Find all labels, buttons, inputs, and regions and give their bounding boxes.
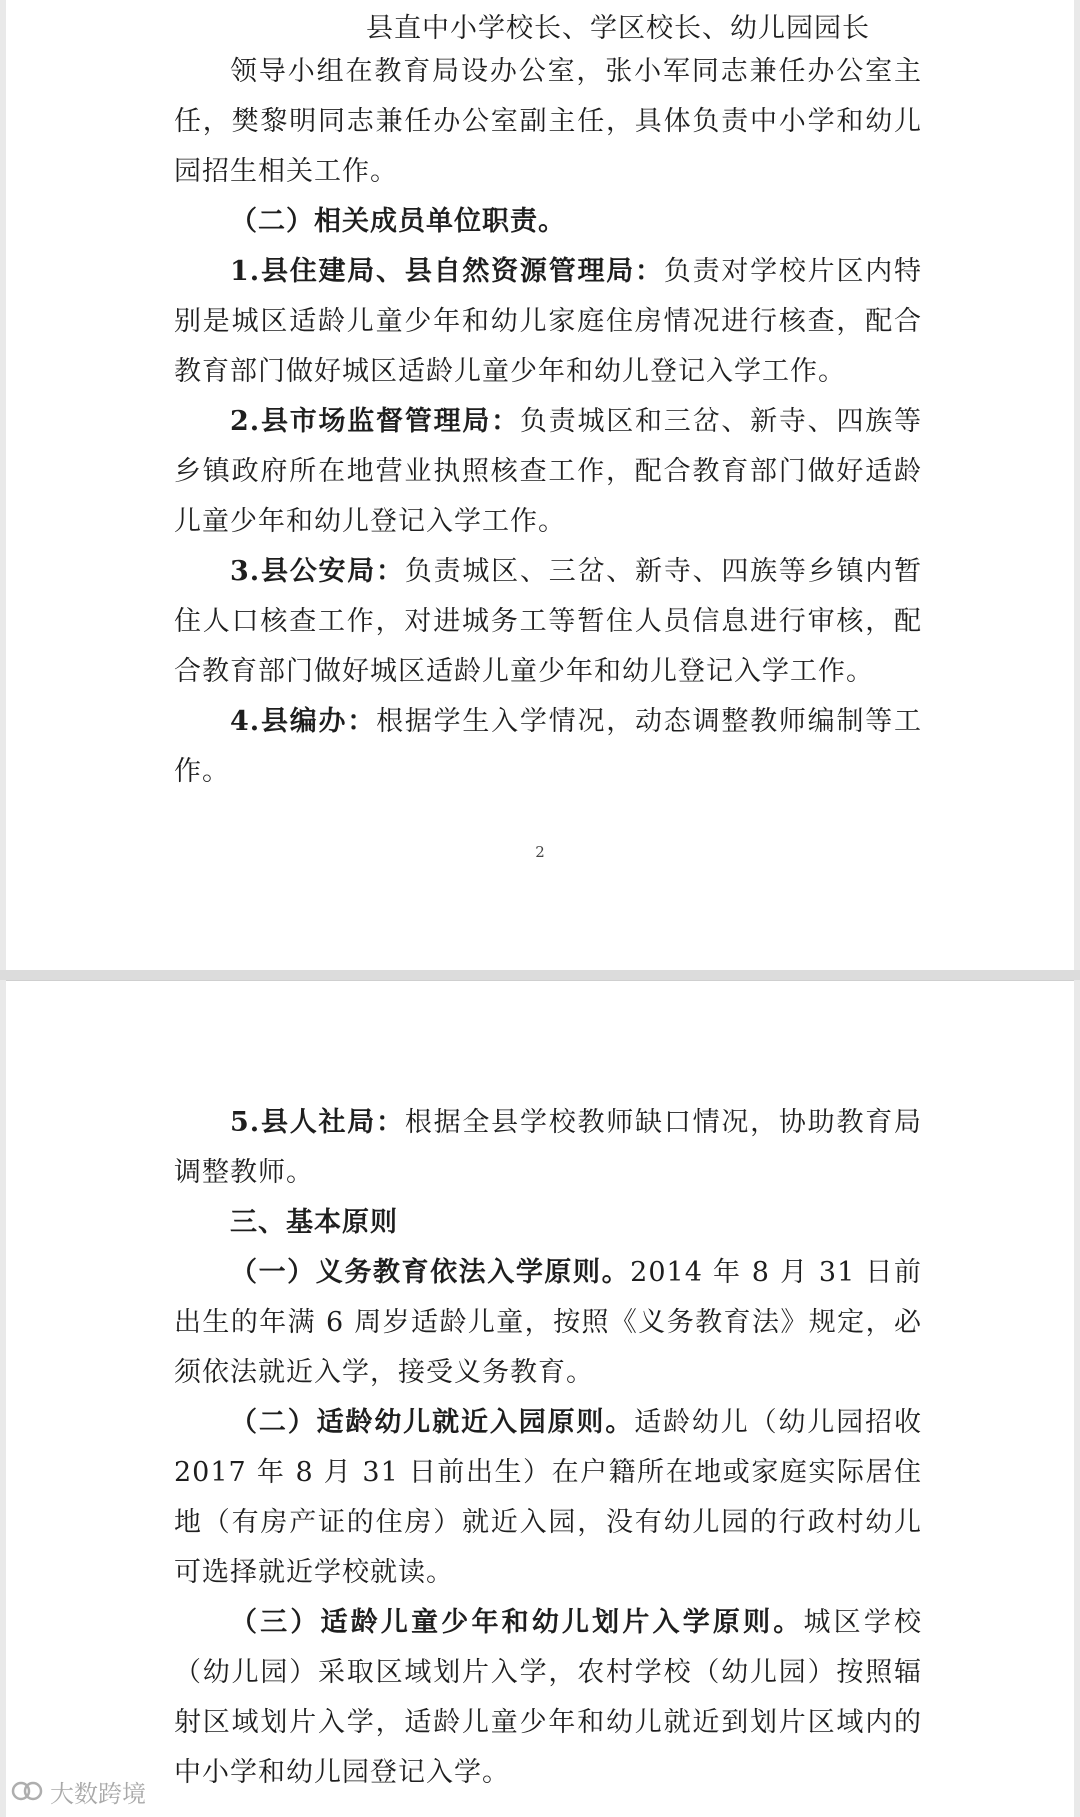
duty-5 [174,1098,922,1198]
principle-2-title: （二）适龄幼儿就近入园原则。 [230,1407,635,1438]
duty-1 [174,247,922,397]
duty-5-text: 根据全县学校教师缺口情况，协助教育局调整教师。 [174,1107,923,1188]
members-line: 县直中小学校长、学区校长、幼儿园园长 [366,13,870,44]
duty-3 [174,547,922,697]
duty-3-title: 3.县公安局： [230,556,405,587]
principle-3-text: 城区学校（幼儿园）采取区域划片入学，农村学校（幼儿园）按照辐射区域划片入学，适龄儿童少年和幼儿就近到划片区域内的中小学和幼儿园登记入学。 [174,1607,923,1788]
principles-heading [174,1198,922,1248]
principle-2-text: 适龄幼儿（幼儿园招收 2017 年 8 月 31 日前出生）在户籍所在地或家庭实际居住地（有房产证的住房）就近入园，没有幼儿园的行政村幼儿可选择就近学校就读。 [174,1407,923,1588]
document-page-2 [6,980,1074,1817]
watermark [10,1776,146,1806]
document-page-1 [6,0,1074,971]
office-paragraph: 领导小组在教育局设办公室，张小军同志兼任办公室主任，樊黎明同志兼任办公室副主任，具体负责中小学和幼儿园招生相关工作。 [174,56,922,187]
duty-1-text: 负责对学校片区内特别是城区适龄儿童少年和幼儿家庭住房情况进行核查，配合教育部门做好城区适龄儿童少年和幼儿登记入学工作。 [174,256,923,387]
principles-heading-text: 三、基本原则 [230,1207,398,1238]
duty-5-title: 5.县人社局： [230,1107,405,1138]
principle-1-text: 2014 年 8 月 31 日前出生的年满 6 周岁适龄儿童，按照《义务教育法》规定，必须依法就近入学，接受义务教育。 [174,1257,922,1388]
watermark-text: 大数跨境 [50,1779,146,1808]
duty-4-title: 4.县编办： [230,706,377,737]
principle-1 [174,1248,922,1398]
principle-3-title: （三）适龄儿童少年和幼儿划片入学原则。 [230,1607,804,1638]
duty-3-text: 负责城区、三岔、新寺、四族等乡镇内暂住人口核查工作，对进城务工等暂住人员信息进行审核，配合教育部门做好城区适龄儿童少年和幼儿登记入学工作。 [174,556,923,687]
duty-2-title: 2.县市场监督管理局： [230,406,520,437]
watermark-logo-icon [10,1778,44,1804]
duty-1-title: 1.县住建局、县自然资源管理局： [230,256,664,287]
page-number: 2 [535,843,545,861]
principle-1-title: （一）义务教育依法入学原则。 [230,1257,631,1288]
principle-3 [174,1598,922,1798]
page-gap [0,970,1080,980]
duty-4-text: 根据学生入学情况，动态调整教师编制等工作。 [174,706,923,787]
duty-2 [174,397,922,547]
duty-2-text: 负责城区和三岔、新寺、四族等乡镇政府所在地营业执照核查工作，配合教育部门做好适龄儿童少年和幼儿登记入学工作。 [174,406,923,537]
duties-heading-text: （二）相关成员单位职责。 [230,206,566,237]
principle-2 [174,1398,922,1598]
duty-4 [174,697,922,797]
duties-heading [174,197,922,247]
